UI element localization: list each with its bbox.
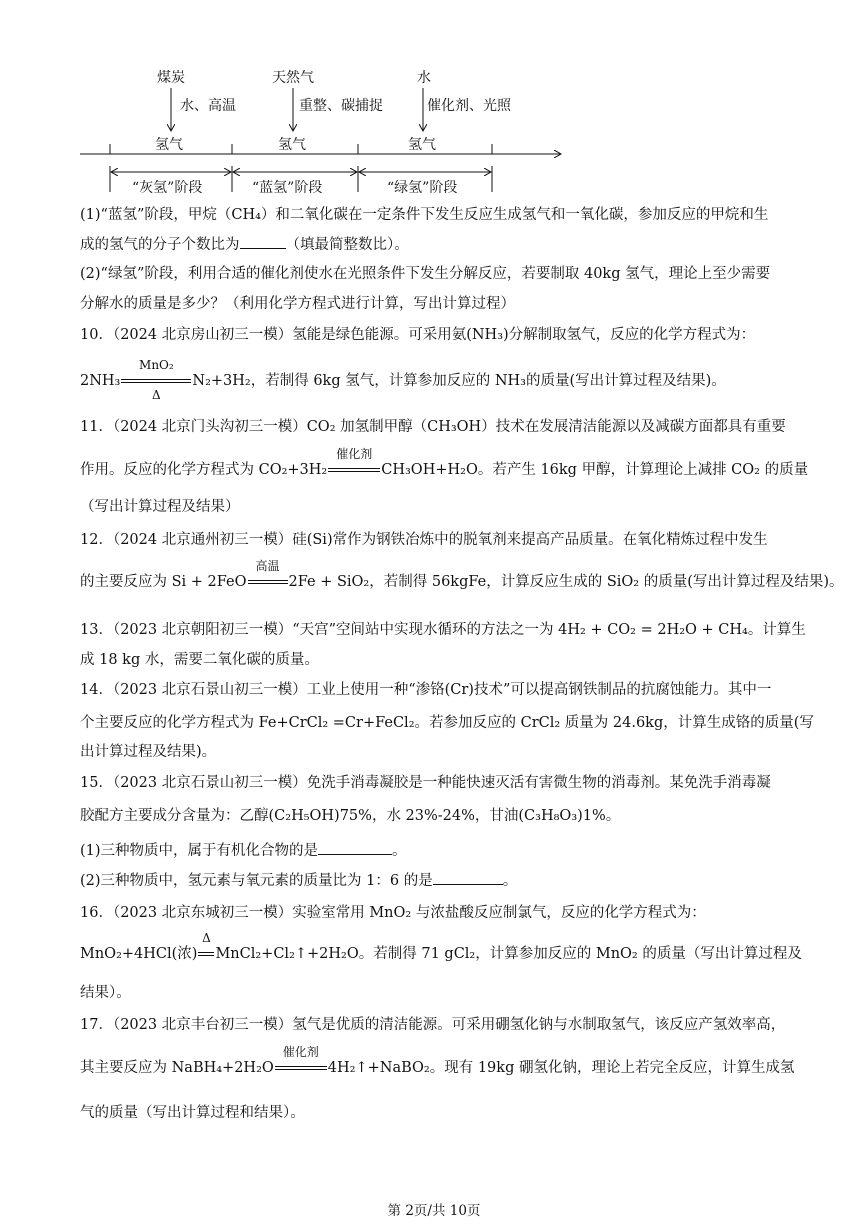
stage-blue-label: “蓝氢”阶段 bbox=[252, 180, 323, 196]
product-blue: 氢气 bbox=[278, 137, 306, 153]
condition-grey: 水、高温 bbox=[180, 98, 236, 114]
q1-line2: 成的氢气的分子个数比为 （填最简整数比）。 bbox=[80, 237, 409, 253]
p10-line1: 10．（2024 北京房山初三一模）氢能是绿色能源。可采用氨(NH₃)分解制取氢气，反应的化学方程式为： bbox=[80, 327, 756, 343]
q2-line1: (2)“绿氢”阶段，利用合适的催化剂使水在光照条件下发生分解反应，若要制取 40kg 氢气，理论上至少需要 bbox=[80, 266, 771, 282]
condition-green: 催化剂、光照 bbox=[427, 98, 511, 114]
p15-q2: (2)三种物质中，氢元素与氧元素的质量比为 1：6 的是 。 bbox=[80, 873, 518, 889]
condition-blue: 重整、碳捕捉 bbox=[299, 98, 383, 114]
p17-line3: 气的质量（写出计算过程和结果）。 bbox=[80, 1105, 305, 1121]
product-grey: 氢气 bbox=[155, 137, 183, 153]
p15-line2: 胶配方主要成分含量为：乙醇(C₂H₅OH)75%，水 23%-24%，甘油(C₃H₈O₃)1%。 bbox=[80, 808, 621, 824]
p17-line2: 其主要反应为 NaBH₄+2H₂O 催化剂 4H₂↑+NaBO₂。现有 19kg 硼氢化钠，理论上若完全反应，计算生成氢 bbox=[80, 1045, 795, 1076]
p15-line1: 15．（2023 北京石景山初三一模）免洗手消毒凝胶是一种能快速灭活有害微生物的消毒剂。某免洗手消毒凝 bbox=[80, 775, 771, 791]
answer-blank bbox=[318, 854, 392, 855]
p13-line1: 13．（2023 北京朝阳初三一模）“天宫”空间站中实现水循环的方法之一为 4H₂ + CO₂ = 2H₂O + CH₄。计算生 bbox=[80, 622, 806, 638]
p14-line1: 14．（2023 北京石景山初三一模）工业上使用一种“渗铬(Cr)技术”可以提高钢铁制品的抗腐蚀能力。其中一 bbox=[80, 682, 772, 698]
p14-line3: 出计算过程及结果)。 bbox=[80, 744, 217, 760]
hydrogen-stage-diagram bbox=[0, 0, 868, 200]
source-gas: 天然气 bbox=[272, 70, 314, 86]
q2-line2: 分解水的质量是多少？（利用化学方程式进行计算，写出计算过程） bbox=[80, 296, 515, 312]
p14-line2: 个主要反应的化学方程式为 Fe+CrCl₂ =Cr+FeCl₂。若参加反应的 CrCl₂ 质量为 24.6kg，计算生成铬的质量(写 bbox=[80, 715, 814, 731]
source-coal: 煤炭 bbox=[157, 70, 185, 86]
p13-line2: 成 18 kg 水，需要二氧化碳的质量。 bbox=[80, 652, 319, 668]
p11-line1: 11．（2024 北京门头沟初三一模）CO₂ 加氢制甲醇（CH₃OH）技术在发展清洁能源以及减碳方面都具有重要 bbox=[80, 419, 786, 435]
p16-line2: MnO₂+4HCl(浓) Δ MnCl₂+Cl₂↑+2H₂O。若制得 71 gCl₂，计算参加反应的 MnO₂ 的质量（写出计算过程及 bbox=[80, 931, 802, 962]
p16-line1: 16．（2023 北京东城初三一模）实验室常用 MnO₂ 与浓盐酸反应制氯气，反应的化学方程式为： bbox=[80, 905, 706, 921]
answer-blank bbox=[433, 884, 503, 885]
p12-line2: 的主要反应为 Si + 2FeO 高温 2Fe + SiO₂，若制得 56kgFe，计算反应生成的 SiO₂ 的质量(写出计算过程及结果)。 bbox=[80, 559, 844, 590]
p17-line1: 17．（2023 北京丰台初三一模）氢气是优质的清洁能源。可采用硼氢化钠与水制取氢气，该反应产氢效率高， bbox=[80, 1017, 786, 1033]
p11-line3: （写出计算过程及结果） bbox=[80, 499, 240, 515]
p16-line3: 结果）。 bbox=[80, 985, 131, 1001]
p11-line2: 作用。反应的化学方程式为 CO₂+3H₂ 催化剂 CH₃OH+H₂O。若产生 16kg 甲醇，计算理论上减排 CO₂ 的质量 bbox=[80, 447, 809, 478]
page-footer: 第 2页/共 10页 bbox=[387, 1203, 481, 1219]
stage-grey-label: “灰氢”阶段 bbox=[132, 180, 203, 196]
p12-line1: 12．（2024 北京通州初三一模）硅(Si)常作为钢铁冶炼中的脱氧剂来提高产品质量。在氧化精炼过程中发生 bbox=[80, 532, 768, 548]
stage-green-label: “绿氢”阶段 bbox=[387, 180, 458, 196]
answer-blank bbox=[240, 248, 286, 249]
product-green: 氢气 bbox=[408, 137, 436, 153]
p10-line2: 2NH₃ MnO₂ Δ N₂+3H₂，若制得 6kg 氢气，计算参加反应的 NH₃的质量(写出计算过程及结果)。 bbox=[80, 358, 726, 402]
q1-line1: (1)“蓝氢”阶段，甲烷（CH₄）和二氧化碳在一定条件下发生反应生成氢气和一氧化碳，参加反应的甲烷和生 bbox=[80, 207, 769, 223]
p15-q1: (1)三种物质中，属于有机化合物的是 。 bbox=[80, 843, 407, 859]
source-water: 水 bbox=[417, 70, 431, 86]
